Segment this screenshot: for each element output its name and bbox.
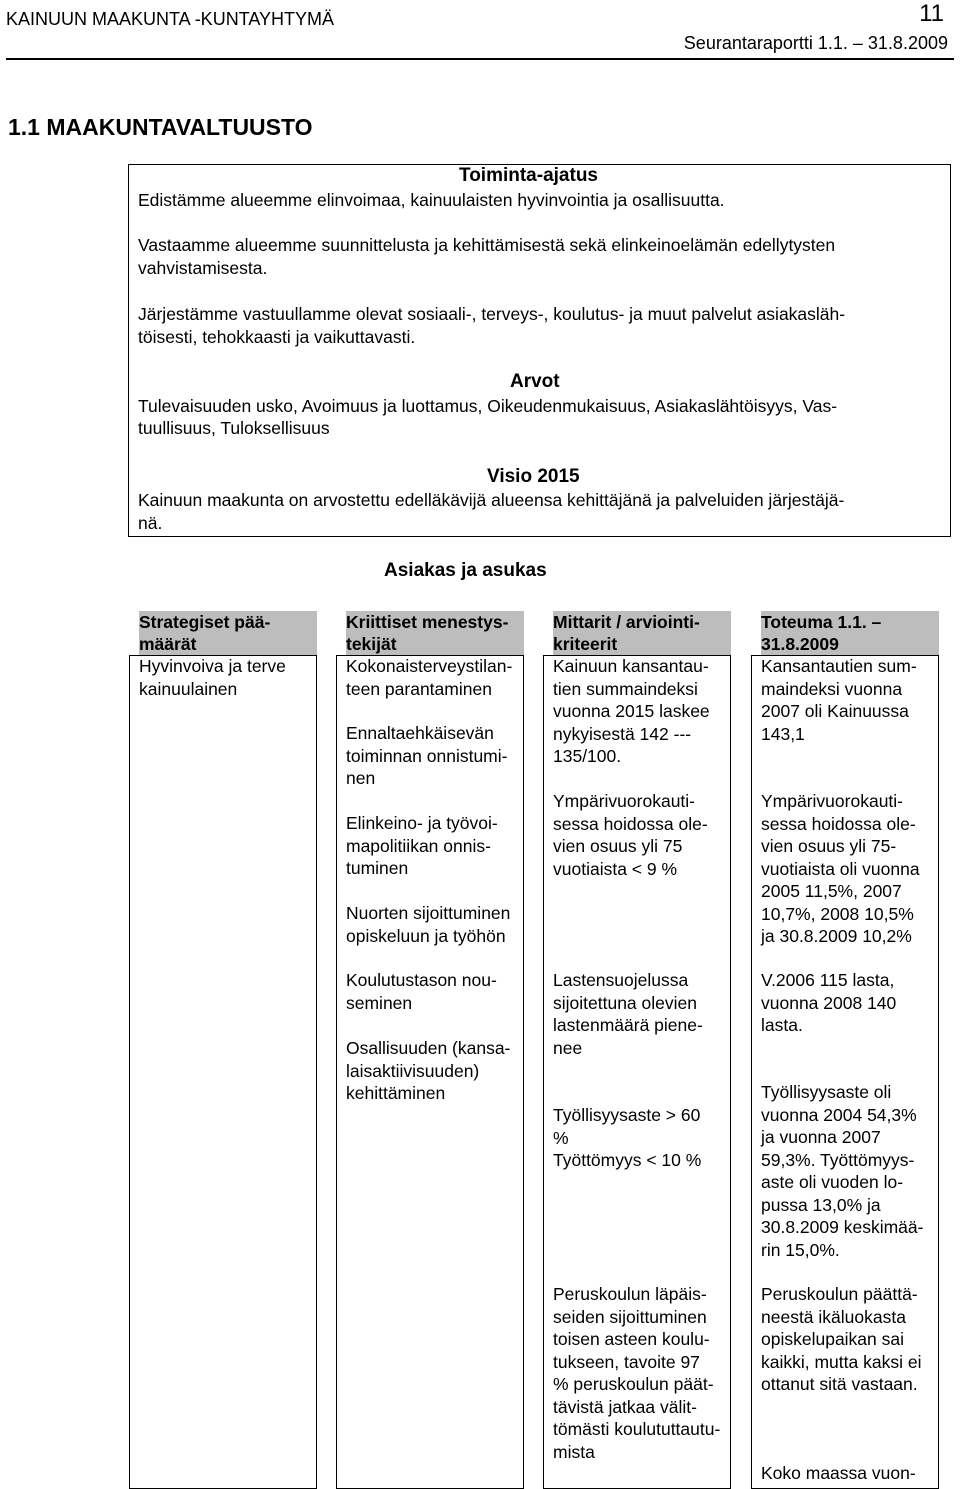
table-cell: Kainuun kansantau- tien summaindeksi vuonna 2015 laskee nykyisestä 142 --- 135/100. xyxy=(553,656,710,766)
arvot-text: tuullisuus, Tuloksellisuus xyxy=(138,418,330,438)
column-header: Mittarit / arviointi- kriteerit xyxy=(553,612,700,654)
page-number: 11 xyxy=(919,0,944,27)
mission-box xyxy=(128,164,951,537)
visio-text: Kainuun maakunta on arvostettu edelläkävijä alueensa kehittäjänä ja palveluiden järjestäjä- xyxy=(138,490,845,510)
table-cell: Hyvinvoiva ja terve kainuulainen xyxy=(139,656,286,699)
table-cell: Työllisyysaste > 60 % Työttömyys < 10 % xyxy=(553,1105,702,1170)
toiminta-text: Vastaamme alueemme suunnittelusta ja kehittämisestä sekä elinkeinoelämän edellytysten xyxy=(138,235,836,255)
arvot-heading: Arvot xyxy=(510,371,560,392)
table-cell: Työllisyysaste oli vuonna 2004 54,3% ja vuonna 2007 59,3%. Työttömyys- aste oli vuoden lo- pussa 13,0% ja 30.8.2009 keskimää- rin 15,0%. xyxy=(761,1082,924,1260)
arvot-text: Tulevaisuuden usko, Avoimuus ja luottamus, Oikeudenmukaisuus, Asiakaslähtöisyys, Vas- xyxy=(138,396,838,416)
column-header: Kriittiset menestys- tekijät xyxy=(346,612,509,654)
table-cell: Koulutustason nou- seminen xyxy=(346,970,497,1013)
column-body xyxy=(129,656,317,1489)
column-metrics xyxy=(543,611,731,1489)
toiminta-text: töisesti, tehokkaasti ja vaikuttavasti. xyxy=(138,327,416,347)
toiminta-text: Järjestämme vastuullamme olevat sosiaali-, terveys-, koulutus- ja muut palvelut asiakasläh- xyxy=(138,304,846,324)
section-title: 1.1 MAAKUNTAVALTUUSTO xyxy=(8,114,313,140)
table-cell: Kokonaisterveystilan- teen parantaminen xyxy=(346,656,513,699)
table-cell: Elinkeino- ja työvoi- mapolitiikan onnis- tuminen xyxy=(346,813,498,878)
table-cell: Osallisuuden (kansa- laisaktiivisuuden) kehittäminen xyxy=(346,1038,511,1103)
column-header: Toteuma 1.1. – 31.8.2009 xyxy=(761,612,882,654)
toiminta-text: Edistämme alueemme elinvoimaa, kainuulaisten hyvinvointia ja osallisuutta. xyxy=(138,190,725,210)
table-cell: Nuorten sijoittuminen opiskeluun ja työhön xyxy=(346,903,511,946)
table-title: Asiakas ja asukas xyxy=(384,560,547,581)
table-cell: Lastensuojelussa sijoitettuna olevien lastenmäärä piene- nee xyxy=(553,970,703,1058)
table-cell: Ympärivuorokauti- sessa hoidossa ole- vien osuus yli 75 vuotiaista < 9 % xyxy=(553,791,708,879)
organization-name: KAINUUN MAAKUNTA -KUNTAYHTYMÄ xyxy=(6,9,335,29)
toiminta-heading: Toiminta-ajatus xyxy=(459,165,598,186)
table-cell: Ennaltaehkäisevän toiminnan onnistumi- nen xyxy=(346,723,508,788)
table-cell: Koko maassa vuon- xyxy=(761,1463,916,1483)
header-divider xyxy=(6,58,954,60)
column-success-factors xyxy=(336,611,524,1489)
report-title: Seurantaraportti 1.1. – 31.8.2009 xyxy=(683,33,948,53)
table-cell: Peruskoulun läpäis- seiden sijoittuminen toisen asteen koulu- tukseen, tavoite 97 % peruskoulun päät- tävistä jatkaa välit- tömästi koulututtautu- mista xyxy=(553,1284,721,1462)
visio-heading: Visio 2015 xyxy=(487,466,580,487)
visio-text: nä. xyxy=(138,513,163,533)
column-outcome xyxy=(751,611,939,1489)
table-cell: Peruskoulun päättä- neestä ikäluokasta opiskelupaikan sai kaikki, mutta kaksi ei ottanut sitä vastaan. xyxy=(761,1284,922,1394)
toiminta-text: vahvistamisesta. xyxy=(138,258,268,278)
column-header: Strategiset pää- määrät xyxy=(139,612,271,654)
table-cell: Kansantautien sum- maindeksi vuonna 2007 oli Kainuussa 143,1 xyxy=(761,656,917,744)
column-strategic-goals xyxy=(129,611,317,1489)
table-cell: V.2006 115 lasta, vuonna 2008 140 lasta. xyxy=(761,970,897,1035)
table-cell: Ympärivuorokauti- sessa hoidossa ole- vien osuus yli 75- vuotiaista oli vuonna 2005 11,5%, 2007 10,7%, 2008 10,5% ja 30.8.2009 10,2% xyxy=(761,791,920,946)
